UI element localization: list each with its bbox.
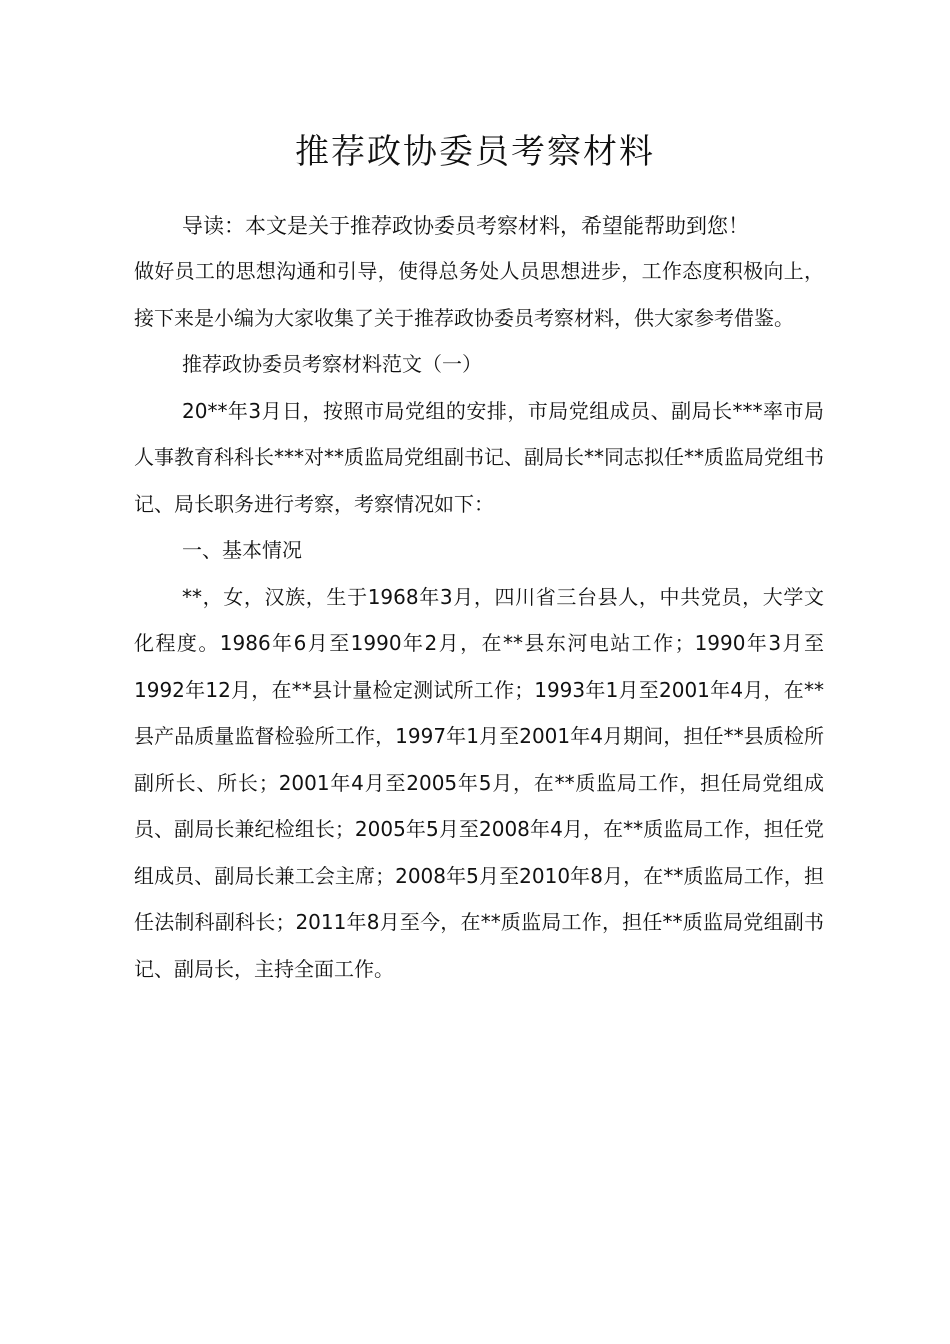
paragraph-basic-info: **，女，汉族，生于1968年3月，四川省三台县人，中共党员，大学文化程度。1986年6月至1990年2月，在**县东河电站工作；1990年3月至1992年12月，在**县计量检定测试所工作；1993年1月至2001年4月，在**县产品质量监督检验所工作，1997年1月至2001年4月期间，担任**县质检所副所长、所长；2001年4月至2005年5月，在**质监局工作，担任局党组成员、副局长兼纪检组长；2005年5月至2008年4月，在**质监局工作，担任党组成员、副局长兼工会主席；2008年5月至2010年8月，在**质监局工作，担任法制科副科长；2011年8月至今，在**质监局工作，担任**质监局党组副书记、副局长，主持全面工作。 bbox=[134, 584, 824, 981]
document-intro: 导读：本文是关于推荐政协委员考察材料，希望能帮助到您！ bbox=[182, 214, 749, 238]
document-title: 推荐政协委员考察材料 bbox=[295, 132, 655, 172]
paragraph-preface: 做好员工的思想沟通和引导，使得总务处人员思想进步，工作态度积极向上，接下来是小编为大家收集了关于推荐政协委员考察材料，供大家参考借鉴。 bbox=[134, 259, 824, 330]
section-heading-sample: 推荐政协委员考察材料范文（一） bbox=[182, 352, 482, 376]
paragraph-inspection: 20**年3月日，按照市局党组的安排，市局党组成员、副局长***率市局人事教育科科长***对**质监局党组副书记、副局长**同志拟任**质监局党组书记、局长职务进行考察，考察情况如下： bbox=[134, 398, 824, 516]
document-body bbox=[134, 248, 824, 992]
section-heading-basic-info: 一、基本情况 bbox=[182, 538, 302, 562]
